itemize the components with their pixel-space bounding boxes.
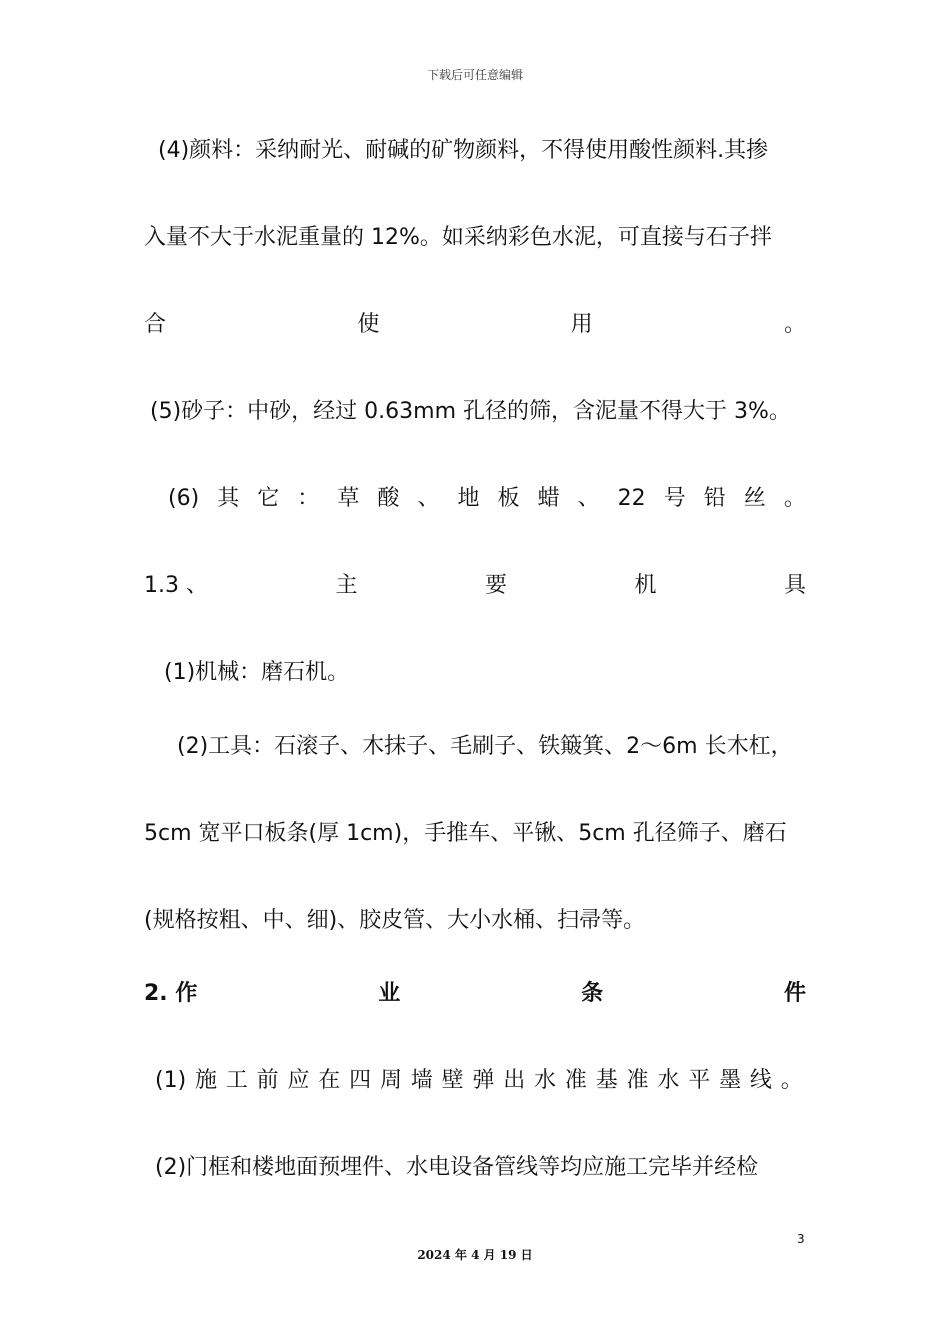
word: 基 [595,1068,618,1093]
word: 四 [349,1068,372,1093]
word: 出 [503,1068,526,1093]
paragraph-line-justified [144,308,806,342]
word: 用 [570,312,593,337]
word: (6) [168,486,200,511]
paragraph-line: (2)工具：石滚子、木抹子、毛刷子、铁簸箕、2～6m 长木杠， [177,734,793,759]
word: 准 [564,1068,587,1093]
footer-date: 2024 年 4 月 19 日 [417,1248,533,1262]
word: 。 [780,1068,803,1093]
word: 业 [378,981,401,1006]
word: 22 [617,486,646,511]
word: 号 [663,486,686,511]
word: 平 [688,1068,711,1093]
word: 1.3 、 [144,573,208,598]
word: (1) [155,1068,187,1093]
word: 使 [357,312,380,337]
word: 地 [457,486,480,511]
word: 合 [144,312,167,337]
word: 水 [534,1068,557,1093]
paragraph-line: (1)机械：磨石机。 [164,660,350,685]
word: 。 [783,312,806,337]
section-heading-2 [144,977,806,1011]
word: 工 [225,1068,248,1093]
word: 、 [417,486,440,511]
word: 板 [497,486,520,511]
word: 草 [337,486,360,511]
word: ： [297,486,320,511]
page-header: 下载后可任意编辑 [426,68,523,82]
page-number: 3 [797,1232,805,1246]
paragraph-line: 5cm 宽平口板条(厚 1cm)，手推车、平锹、5cm 孔径筛子、磨石 [144,821,787,846]
word: 准 [626,1068,649,1093]
word: 弹 [472,1068,495,1093]
paragraph-line: 入量不大于水泥重量的 12%。如采纳彩色水泥，可直接与石子拌 [144,225,772,250]
paragraph-line: (5)砂子：中砂，经过 0.63mm 孔径的筛，含泥量不得大于 3%。 [150,399,791,424]
word: 条 [581,981,604,1006]
word: 主 [335,573,358,598]
paragraph-line: (规格按粗、中、细)、胶皮管、大小水桶、扫帚等。 [144,908,646,933]
word: 要 [484,573,507,598]
word: 铅 [703,486,726,511]
word: 它 [257,486,280,511]
word: 墙 [410,1068,433,1093]
word: 蜡 [537,486,560,511]
word: 丝 [743,486,766,511]
word: 在 [318,1068,341,1093]
word: 水 [657,1068,680,1093]
word: 施 [194,1068,217,1093]
word: 、 [577,486,600,511]
word: 前 [256,1068,279,1093]
paragraph-line: (2)门框和楼地面预埋件、水电设备管线等均应施工完毕并经检 [155,1155,759,1180]
word: 具 [783,573,806,598]
word: 壁 [441,1068,464,1093]
word: 周 [379,1068,402,1093]
word: 。 [783,486,806,511]
word: 其 [217,486,240,511]
section-heading-1-3 [144,569,806,603]
word: 机 [634,573,657,598]
paragraph-line-justified [168,482,806,516]
paragraph-line: (4)颜料：采纳耐光、耐碱的矿物颜料，不得使用酸性颜料.其掺 [158,138,769,163]
paragraph-line-justified [155,1064,803,1098]
word: 酸 [377,486,400,511]
word: 2. 作 [144,981,198,1006]
word: 墨 [719,1068,742,1093]
word: 线 [749,1068,772,1093]
word: 件 [783,981,806,1006]
word: 应 [287,1068,310,1093]
